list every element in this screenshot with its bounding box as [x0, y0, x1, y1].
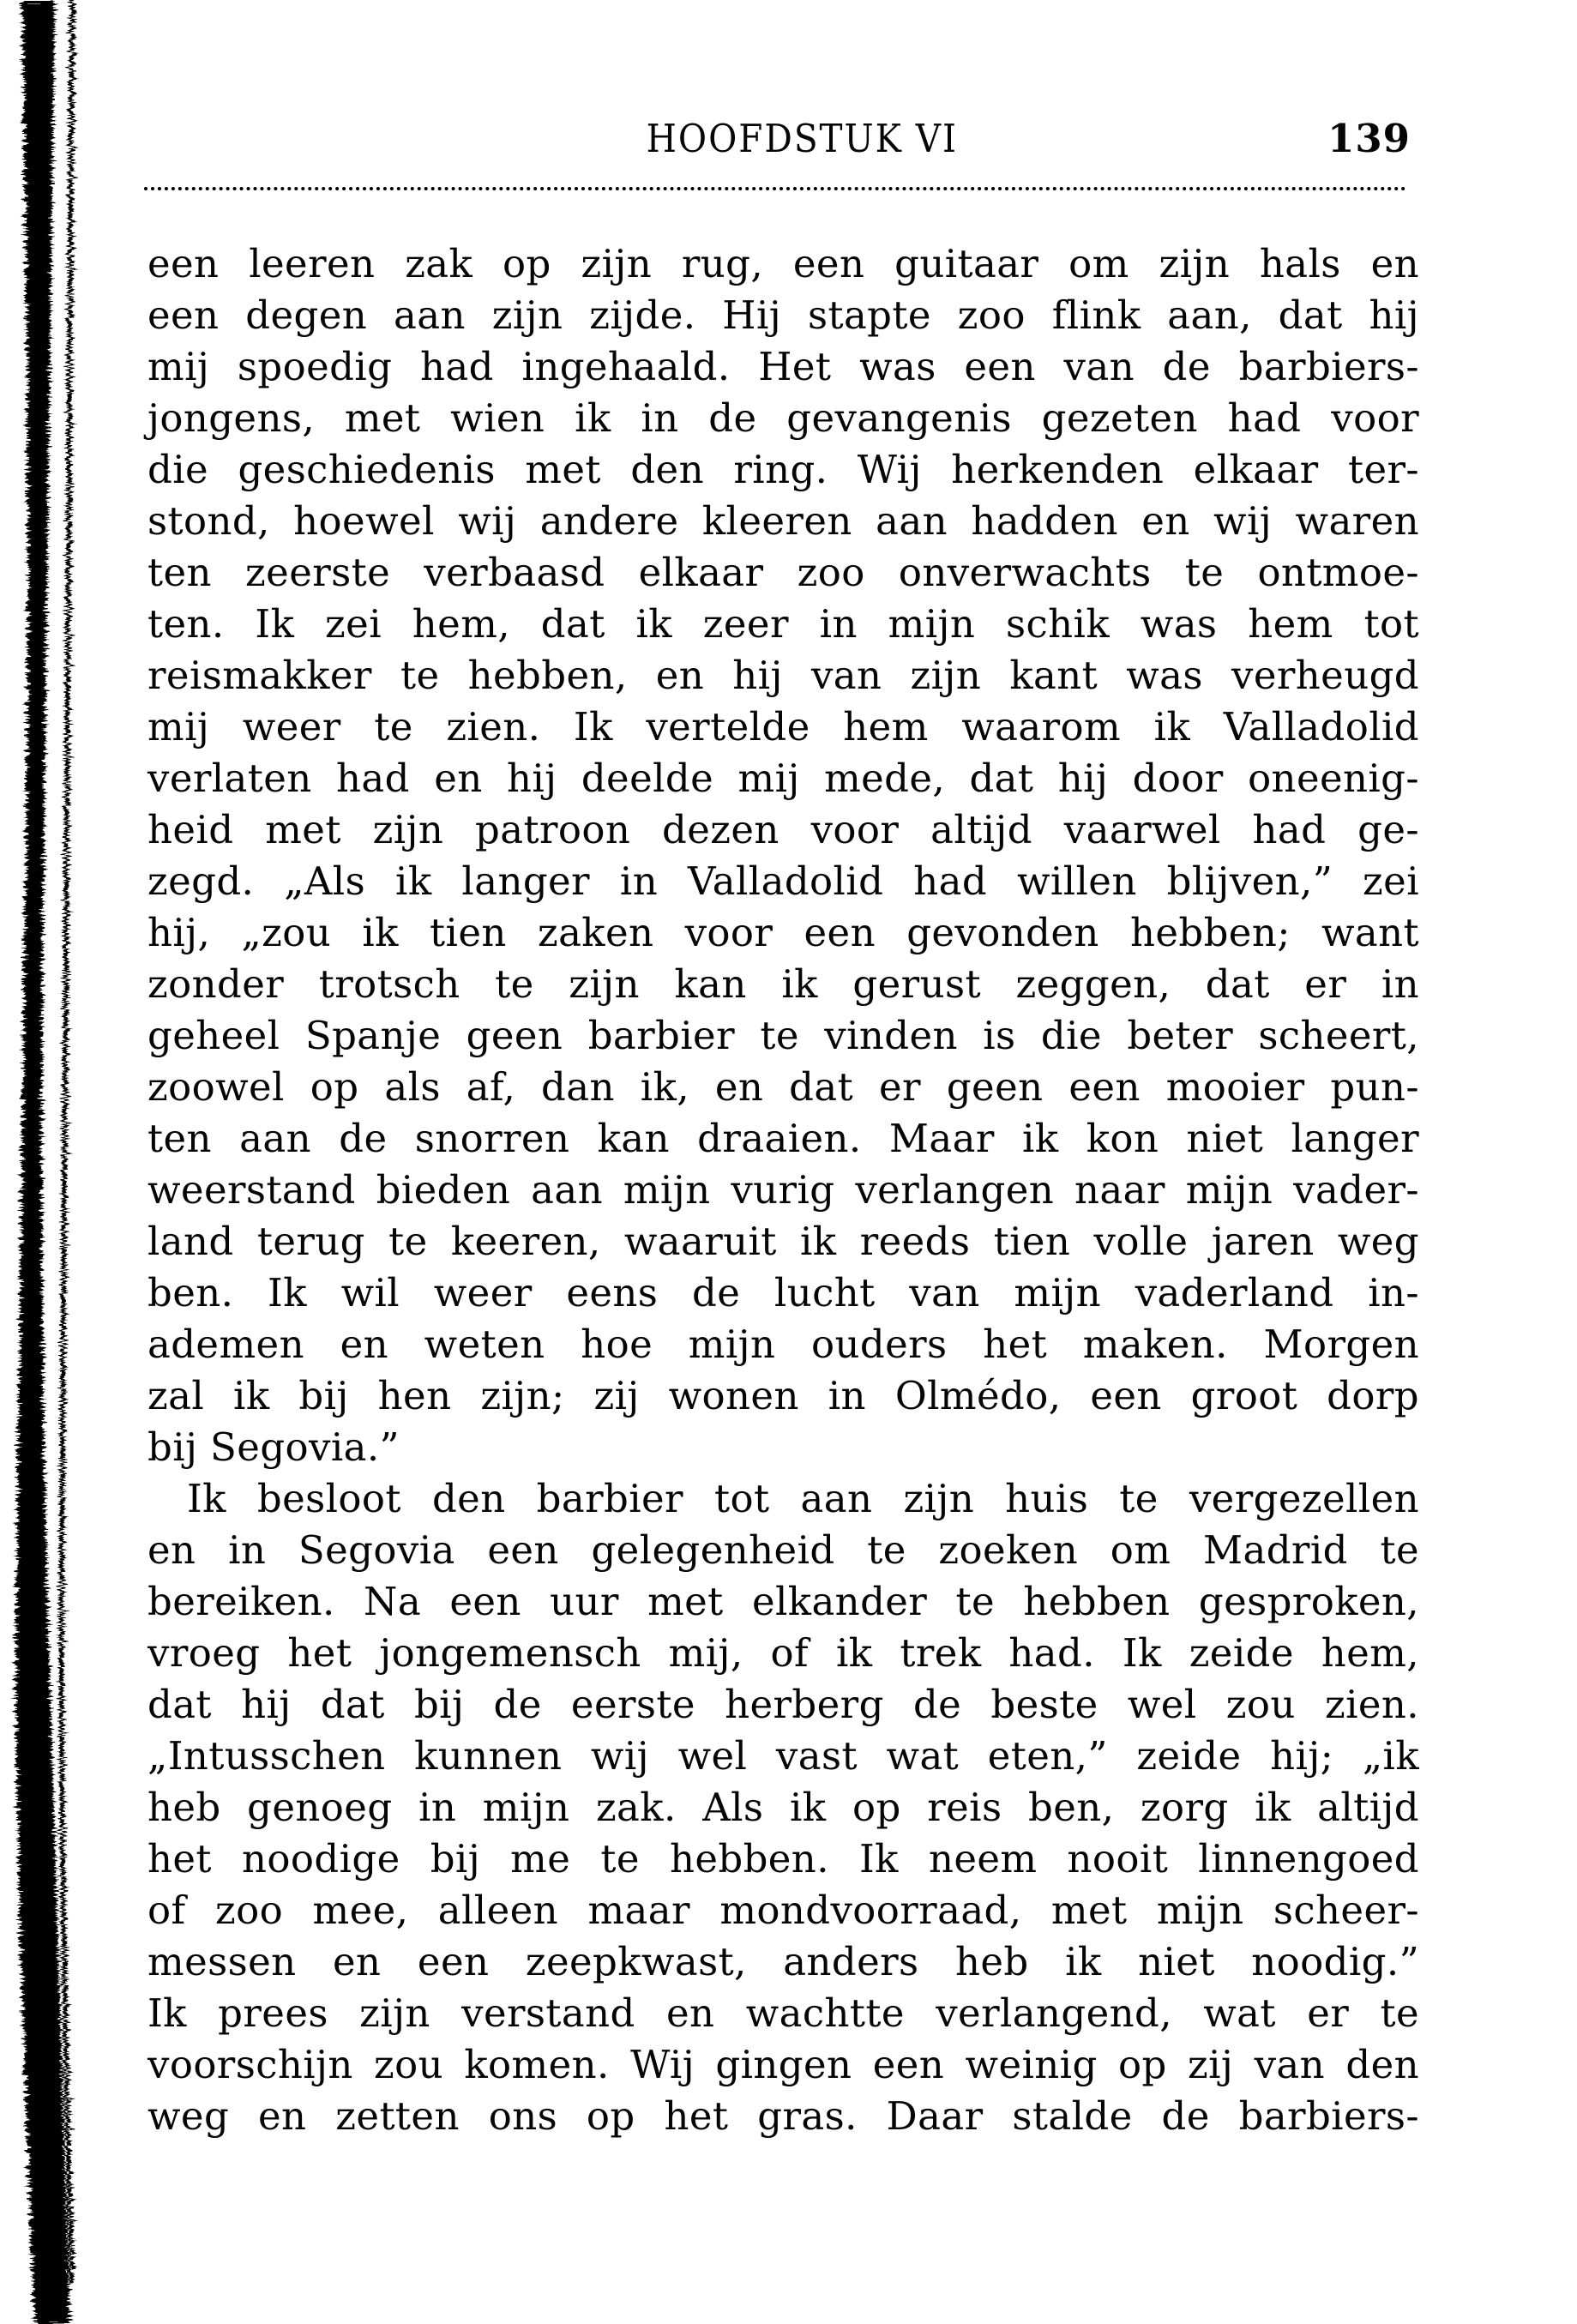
text-line: weerstand bieden aan mijn vurig verlangen naar mijn vader-	[147, 1167, 1419, 1213]
text-line: ben. Ik wil weer eens de lucht van mijn vaderland in-	[147, 1270, 1419, 1316]
text-line: weg en zetten ons op het gras. Daar stalde de barbiers-	[147, 2093, 1419, 2139]
dotted-rule	[144, 187, 1406, 190]
text-line: en in Segovia een gelegenheid te zoeken om Madrid te	[147, 1527, 1419, 1573]
running-head	[147, 115, 1419, 163]
text-line: bereiken. Na een uur met elkander te hebben gesproken,	[147, 1579, 1419, 1624]
text-line: verlaten had en hij deelde mij mede, dat hij door oneenig-	[147, 756, 1419, 801]
text-line: zal ik bij hen zijn; zij wonen in Olmédo, een groot dorp	[147, 1373, 1419, 1418]
text-line: een degen aan zijn zijde. Hij stapte zoo flink aan, dat hij	[147, 292, 1419, 338]
text-line: ten. Ik zei hem, dat ik zeer in mijn schik was hem tot	[147, 601, 1419, 647]
body-text	[147, 238, 1419, 2142]
text-line: Ik prees zijn verstand en wachtte verlangend, wat er te	[147, 1990, 1419, 2036]
text-line: een leeren zak op zijn rug, een guitaar om zijn hals en	[147, 241, 1419, 286]
text-line: ademen en weten hoe mijn ouders het maken. Morgen	[147, 1322, 1419, 1367]
text-line: ten aan de snorren kan draaien. Maar ik kon niet langer	[147, 1116, 1419, 1161]
text-line: voorschijn zou komen. Wij gingen een weinig op zij van den	[147, 2042, 1419, 2087]
text-line: zoowel op als af, dan ik, en dat er geen een mooier pun-	[147, 1064, 1419, 1110]
text-line: het noodige bij me te hebben. Ik neem nooit linnengoed	[147, 1836, 1419, 1881]
text-line: land terug te keeren, waaruit ik reeds tien volle jaren weg	[147, 1219, 1419, 1264]
text-line: messen en een zeepkwast, anders heb ik niet noodig.”	[147, 1939, 1419, 1984]
text-line: bij Segovia.”	[147, 1424, 400, 1470]
text-line: zegd. „Als ik langer in Valladolid had willen blijven,” zei	[147, 858, 1419, 904]
text-line: stond, hoewel wij andere kleeren aan hadden en wij waren	[147, 498, 1419, 544]
text-line: reismakker te hebben, en hij van zijn kant was verheugd	[147, 653, 1419, 698]
scan-gutter-shadow	[0, 0, 94, 2324]
text-line: of zoo mee, alleen maar mondvoorraad, met mijn scheer-	[147, 1887, 1419, 1933]
text-line: Ik besloot den barbier tot aan zijn huis te vergezellen	[187, 1476, 1419, 1521]
text-line: mij weer te zien. Ik vertelde hem waarom ik Valladolid	[147, 704, 1419, 750]
text-line: jongens, met wien ik in de gevangenis gezeten had voor	[147, 395, 1419, 441]
text-line: vroeg het jongemensch mij, of ik trek had. Ik zeide hem,	[147, 1630, 1419, 1676]
text-line: die geschiedenis met den ring. Wij herkenden elkaar ter-	[147, 447, 1419, 492]
chapter-title: HOOFDSTUK VI	[646, 116, 959, 161]
text-line: hij, „zou ik tien zaken voor een gevonden hebben; want	[147, 910, 1419, 955]
text-line: heb genoeg in mijn zak. Als ik op reis ben, zorg ik altijd	[147, 1785, 1419, 1830]
text-line: ten zeerste verbaasd elkaar zoo onverwachts te ontmoe-	[147, 550, 1419, 595]
text-line: „Intusschen kunnen wij wel vast wat eten,” zeide hij; „ik	[147, 1733, 1419, 1779]
text-line: geheel Spanje geen barbier te vinden is die beter scheert,	[147, 1013, 1419, 1058]
text-line: dat hij dat bij de eerste herberg de beste wel zou zien.	[147, 1682, 1419, 1727]
text-line: mij spoedig had ingehaald. Het was een van de barbiers-	[147, 344, 1419, 389]
text-line: zonder trotsch te zijn kan ik gerust zeggen, dat er in	[147, 961, 1419, 1007]
page-number: 139	[1327, 116, 1411, 161]
text-line: heid met zijn patroon dezen voor altijd vaarwel had ge-	[147, 807, 1419, 852]
